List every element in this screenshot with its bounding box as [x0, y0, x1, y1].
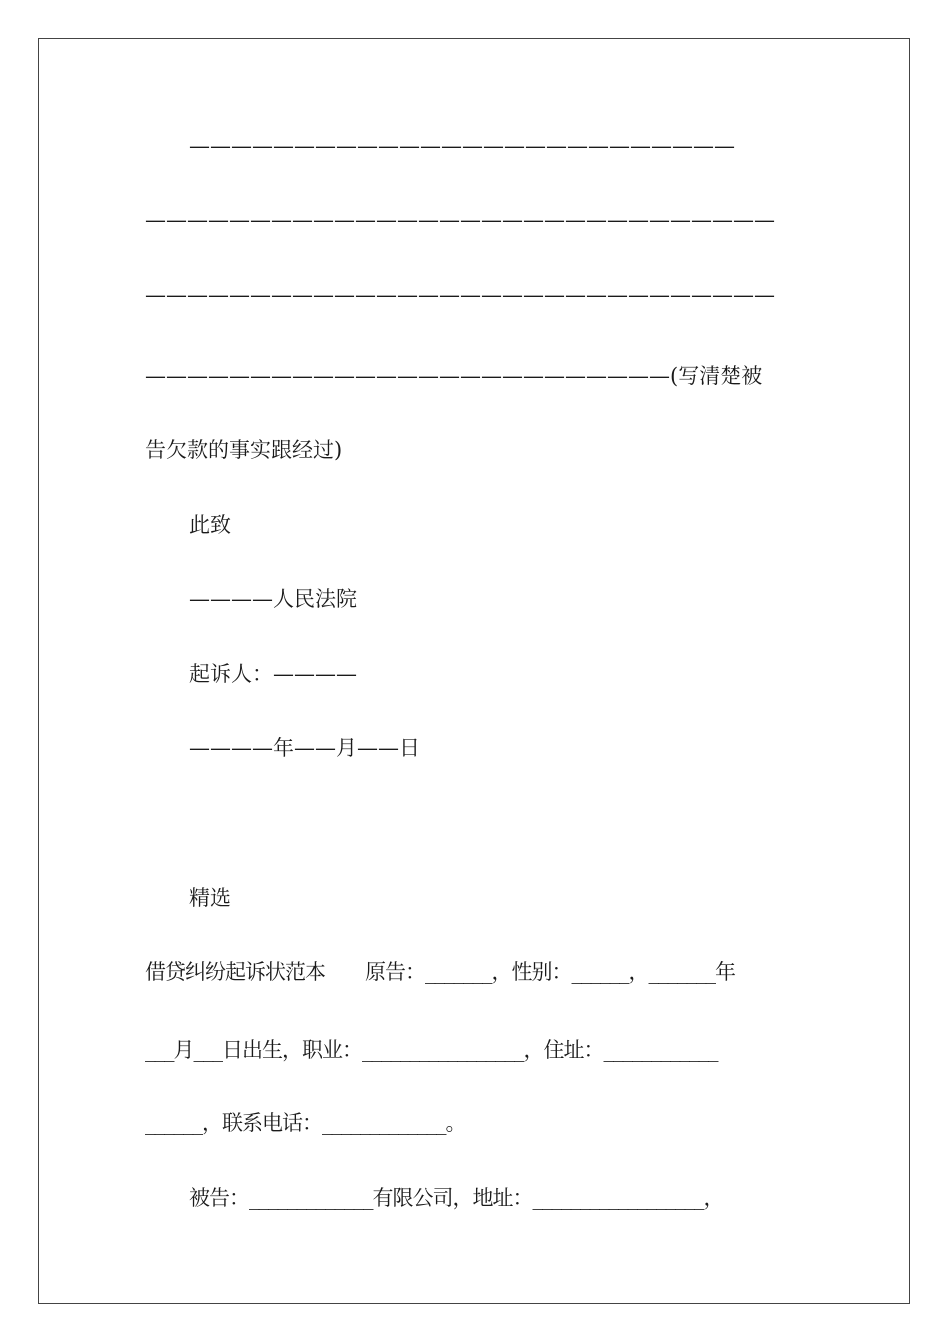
section-label: 精选	[189, 886, 231, 910]
plaintiff-signature: 起诉人：————	[189, 662, 357, 686]
fact-note: 告欠款的事实跟经过)	[145, 438, 343, 462]
plaintiff-phone: ______，联系电话：_____________。	[145, 1111, 466, 1135]
dash-line-2: ——————————————————————————————	[145, 208, 775, 232]
court-line: ————人民法院	[189, 587, 357, 611]
plaintiff-details: ___月___日出生，职业：_________________，住址：____________	[145, 1038, 718, 1062]
dash-line-1: ——————————————————————————	[189, 134, 735, 158]
date-line: ————年——月——日	[189, 736, 420, 760]
salutation: 此致	[189, 513, 231, 537]
defendant-line: 被告：_____________有限公司，地址：__________________，	[189, 1186, 724, 1210]
dash-line-3: ——————————————————————————————	[145, 283, 775, 307]
dash-line-4: —————————————————————————(写清楚被	[145, 364, 763, 388]
template-title-plaintiff: 借贷纠纷起诉状范本 原告：_______，性别：______，_______年	[145, 960, 735, 984]
